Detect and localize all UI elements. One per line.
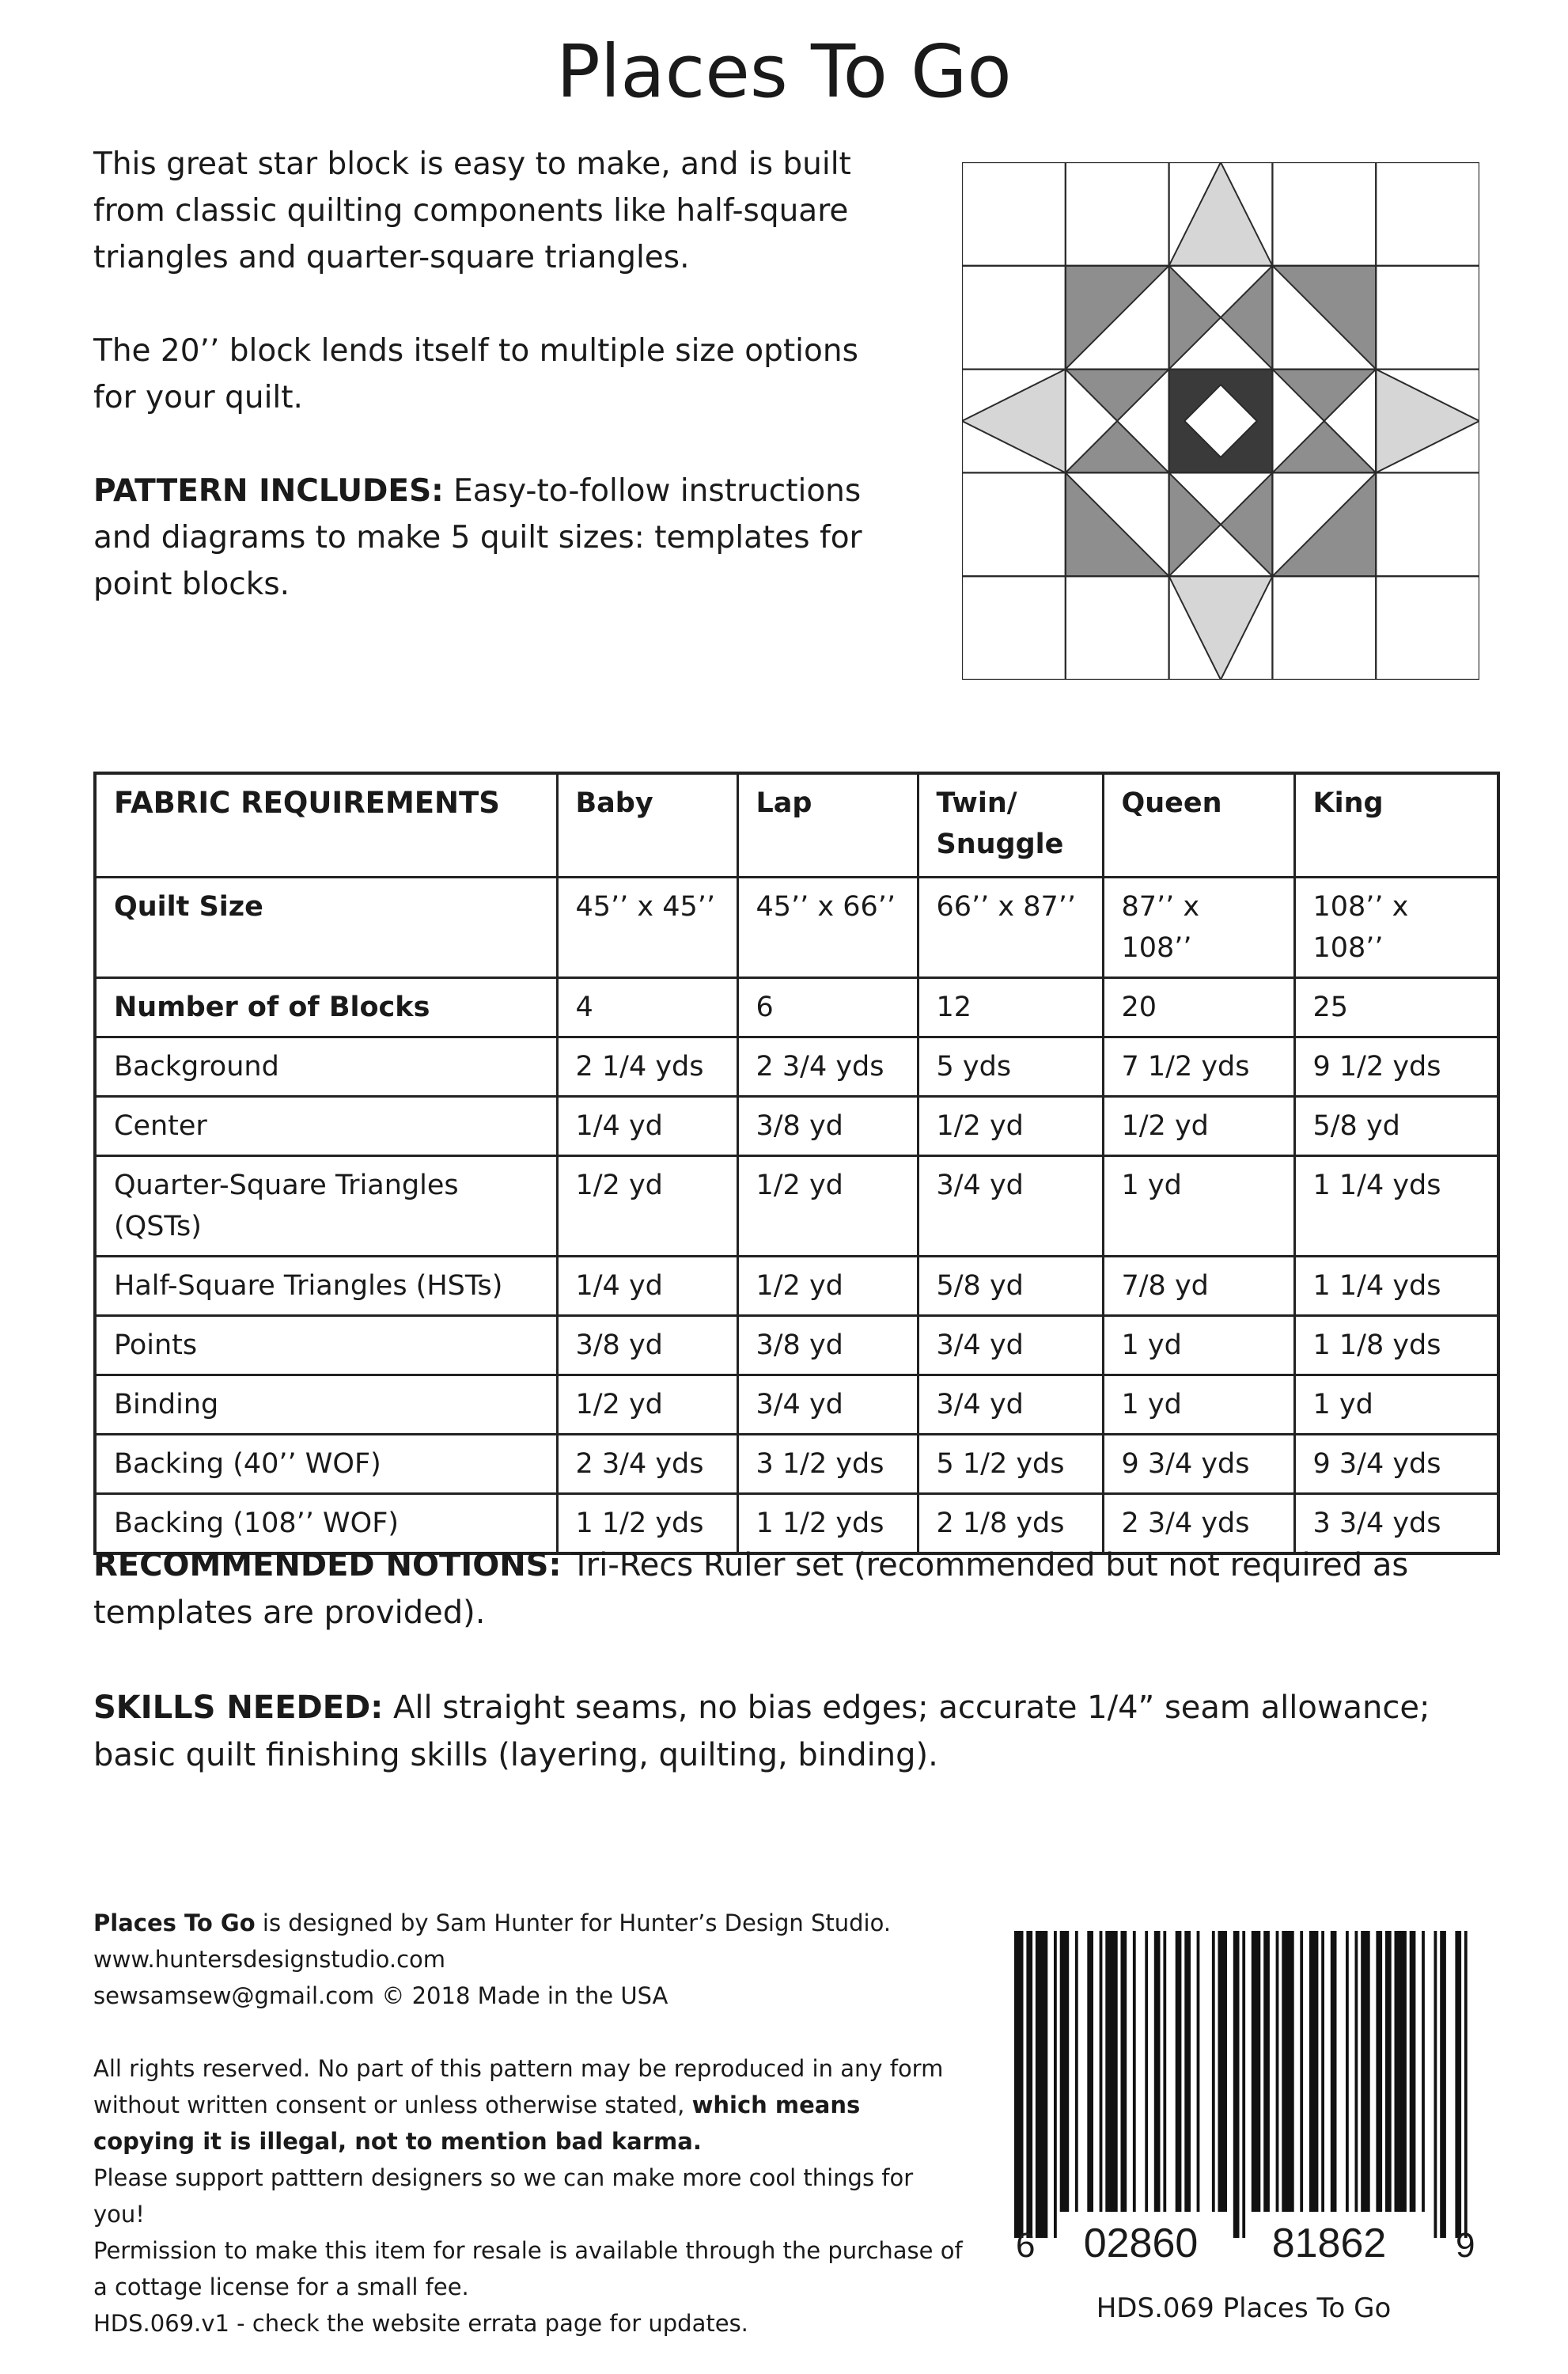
table-cell: 7 1/2 yds xyxy=(1103,1037,1294,1097)
barcode-bar xyxy=(1154,1931,1161,2212)
barcode-bar xyxy=(1263,1931,1270,2212)
table-cell: 1 1/2 yds xyxy=(557,1494,737,1554)
notions-text: Tri-Recs Ruler set (recommended but not required as templates are provided). xyxy=(93,1547,1409,1631)
row-label: Number of of Blocks xyxy=(95,978,557,1037)
barcode-bar xyxy=(1184,1931,1191,2212)
barcode-group-1: 02860 xyxy=(1083,2220,1199,2263)
barcode-bar xyxy=(1309,1931,1319,2212)
table-cell: 3/4 yd xyxy=(737,1375,918,1435)
table-cell: 4 xyxy=(557,978,737,1037)
barcode-bar xyxy=(1105,1931,1117,2212)
table-cell: 3/4 yd xyxy=(918,1156,1103,1257)
barcode xyxy=(998,1931,1489,2263)
table-cell: 3 1/2 yds xyxy=(737,1435,918,1494)
row-label: Quarter-Square Triangles (QSTs) xyxy=(95,1156,557,1257)
intro-paragraph-2: The 20’’ block lends itself to multiple size options for your quilt. xyxy=(93,333,858,415)
fabric-requirements-table xyxy=(93,772,1500,1555)
sku-label: HDS.069 Places To Go xyxy=(1096,2292,1392,2324)
table-cell: 20 xyxy=(1103,978,1294,1037)
row-label: Half-Square Triangles (HSTs) xyxy=(95,1257,557,1316)
skills-label: SKILLS NEEDED: xyxy=(93,1689,384,1726)
table-cell: 3/4 yd xyxy=(918,1375,1103,1435)
table-cell: 9 1/2 yds xyxy=(1294,1037,1498,1097)
barcode-bar xyxy=(1321,1931,1324,2212)
table-cell: 3/8 yd xyxy=(557,1316,737,1375)
table-cell: 3/8 yd xyxy=(737,1097,918,1156)
pattern-includes-label: PATTERN INCLUDES: xyxy=(93,473,444,509)
table-row xyxy=(95,978,1498,1037)
column-header: Baby xyxy=(557,773,737,878)
table-cell: 1/2 yd xyxy=(918,1097,1103,1156)
table-cell: 1 1/8 yds xyxy=(1294,1316,1498,1375)
table-cell: 1/2 yd xyxy=(557,1156,737,1257)
table-cell: 1/2 yd xyxy=(737,1257,918,1316)
table-row xyxy=(95,1156,1498,1257)
pattern-name: Places To Go xyxy=(93,1909,256,1936)
table-cell: 5 yds xyxy=(918,1037,1103,1097)
table-cell: 1/2 yd xyxy=(557,1375,737,1435)
column-header: Twin/ Snuggle xyxy=(918,773,1103,878)
barcode-bar xyxy=(1385,1931,1392,2212)
website-link[interactable]: www.huntersdesignstudio.com xyxy=(93,1946,446,1973)
barcode-bar xyxy=(1434,1931,1437,2238)
rights-text-a: All rights reserved. No part of this pattern may be reproduced in any form without written consent or unless otherwise stated, xyxy=(93,2055,944,2118)
table-cell: 5 1/2 yds xyxy=(918,1435,1103,1494)
barcode-bar xyxy=(1026,1931,1032,2238)
table-cell: 9 3/4 yds xyxy=(1103,1435,1294,1494)
table-row xyxy=(95,1375,1498,1435)
table-cell: 12 xyxy=(918,978,1103,1037)
notes xyxy=(93,1542,1486,1826)
skills-needed xyxy=(93,1684,1486,1779)
table-row xyxy=(95,878,1498,978)
barcode-bar xyxy=(1054,1931,1057,2238)
barcode-bar xyxy=(1233,1931,1240,2238)
barcode-bar xyxy=(1176,1931,1182,2212)
table-row xyxy=(95,1037,1498,1097)
pattern-includes-text: Easy-to-follow instructions and diagrams to make 5 quilt sizes: templates for point blocks. xyxy=(93,473,862,602)
skills-text: All straight seams, no bias edges; accurate 1/4” seam allowance; basic quilt finishing skills (layering, quilting, binding). xyxy=(93,1689,1430,1773)
page-title: Places To Go xyxy=(556,29,1012,114)
table-cell: 3/4 yd xyxy=(918,1316,1103,1375)
row-label: Backing (108’’ WOF) xyxy=(95,1494,557,1554)
barcode-bar xyxy=(1422,1931,1425,2212)
column-header: King xyxy=(1294,773,1498,878)
table-cell: 45’’ x 45’’ xyxy=(557,878,737,978)
intro-text xyxy=(93,141,892,654)
barcode-bar xyxy=(1036,1931,1047,2238)
barcode-left-digit: 6 xyxy=(1016,2226,1036,2263)
support-text: Please support patttern designers so we can make more cool things for you! xyxy=(93,2164,914,2228)
barcode-bar xyxy=(1121,1931,1127,2212)
table-cell: 6 xyxy=(737,978,918,1037)
barcode-bar xyxy=(1075,1931,1078,2212)
table-cell: 5/8 yd xyxy=(1294,1097,1498,1156)
credits xyxy=(93,1905,964,2342)
table-cell: 45’’ x 66’’ xyxy=(737,878,918,978)
barcode-bar xyxy=(1252,1931,1261,2212)
barcode-bar xyxy=(1276,1931,1279,2212)
table-cell: 2 1/4 yds xyxy=(557,1037,737,1097)
barcode-right-digit: 9 xyxy=(1456,2226,1475,2263)
barcode-bar xyxy=(1355,1931,1358,2212)
recommended-notions xyxy=(93,1542,1486,1636)
table-cell: 2 3/4 yds xyxy=(1103,1494,1294,1554)
barcode-bar xyxy=(1145,1931,1148,2212)
row-label: Background xyxy=(95,1037,557,1097)
table-cell: 66’’ x 87’’ xyxy=(918,878,1103,978)
barcode-bar xyxy=(1133,1931,1136,2212)
intro-paragraph-1: This great star block is easy to make, and is built from classic quilting components like half-square triangles and quarter-square triangles. xyxy=(93,146,851,275)
table-cell: 9 3/4 yds xyxy=(1294,1435,1498,1494)
table-row xyxy=(95,1097,1498,1156)
barcode-bar xyxy=(1014,1931,1024,2238)
table-cell: 1 yd xyxy=(1103,1375,1294,1435)
table-cell: 25 xyxy=(1294,978,1498,1037)
permission-text: Permission to make this item for resale is available through the purchase of a cottage license for a small fee. xyxy=(93,2237,963,2300)
row-label: Center xyxy=(95,1097,557,1156)
table-row xyxy=(95,1257,1498,1316)
table-header-row xyxy=(95,773,1498,878)
table-cell: 1/4 yd xyxy=(557,1257,737,1316)
rights-text xyxy=(93,2050,964,2160)
table-row xyxy=(95,1316,1498,1375)
barcode-bar xyxy=(1464,1931,1468,2238)
errata-text: HDS.069.v1 - check the website errata page for updates. xyxy=(93,2310,748,2337)
table-cell: 1 1/2 yds xyxy=(737,1494,918,1554)
table-cell: 108’’ x 108’’ xyxy=(1294,878,1498,978)
barcode-bar xyxy=(1060,1931,1070,2212)
barcode-bar xyxy=(1331,1931,1337,2212)
row-label: Quilt Size xyxy=(95,878,557,978)
table-header-label: FABRIC REQUIREMENTS xyxy=(95,773,557,878)
row-label: Binding xyxy=(95,1375,557,1435)
table-cell: 1 1/4 yds xyxy=(1294,1257,1498,1316)
designed-by: is designed by Sam Hunter for Hunter’s Design Studio. xyxy=(255,1909,892,1936)
barcode-bars xyxy=(1014,1931,1468,2238)
table-cell: 2 1/8 yds xyxy=(918,1494,1103,1554)
table-cell: 2 3/4 yds xyxy=(737,1037,918,1097)
table-cell: 7/8 yd xyxy=(1103,1257,1294,1316)
row-label: Backing (40’’ WOF) xyxy=(95,1435,557,1494)
barcode-bar xyxy=(1212,1931,1215,2212)
table-cell: 1/2 yd xyxy=(737,1156,918,1257)
table-cell: 1/4 yd xyxy=(557,1097,737,1156)
barcode-bar xyxy=(1440,1931,1446,2238)
table-cell: 2 3/4 yds xyxy=(557,1435,737,1494)
email-line: sewsamsew@gmail.com © 2018 Made in the USA xyxy=(93,1982,668,2009)
table-cell: 87’’ x 108’’ xyxy=(1103,878,1294,978)
column-header: Lap xyxy=(737,773,918,878)
rights-text-b: which means copying it is illegal, not to mention bad karma. xyxy=(93,2091,861,2155)
table-row xyxy=(95,1435,1498,1494)
barcode-bar xyxy=(1410,1931,1416,2212)
barcode-bar xyxy=(1163,1931,1166,2212)
designer-line xyxy=(93,1905,964,1941)
table-cell: 1 1/4 yds xyxy=(1294,1156,1498,1257)
barcode-bar xyxy=(1300,1931,1303,2212)
table-cell: 3/8 yd xyxy=(737,1316,918,1375)
pattern-includes xyxy=(93,468,892,608)
table-cell: 1 yd xyxy=(1103,1156,1294,1257)
barcode-bar xyxy=(1376,1931,1382,2212)
table-cell: 1/2 yd xyxy=(1103,1097,1294,1156)
barcode-bar xyxy=(1361,1931,1370,2212)
barcode-bar xyxy=(1455,1931,1461,2238)
barcode-bar xyxy=(1218,1931,1228,2212)
barcode-group-2: 81862 xyxy=(1271,2220,1387,2263)
barcode-bar xyxy=(1395,1931,1407,2212)
table-cell: 1 yd xyxy=(1294,1375,1498,1435)
column-header: Queen xyxy=(1103,773,1294,878)
row-label: Points xyxy=(95,1316,557,1375)
barcode-bar xyxy=(1100,1931,1103,2212)
notions-label: RECOMMENDED NOTIONS: xyxy=(93,1547,562,1583)
table-cell: 3 3/4 yds xyxy=(1294,1494,1498,1554)
table-cell: 1 yd xyxy=(1103,1316,1294,1375)
table-cell: 5/8 yd xyxy=(918,1257,1103,1316)
barcode-bar xyxy=(1346,1931,1349,2212)
barcode-bar xyxy=(1087,1931,1093,2212)
barcode-bar xyxy=(1282,1931,1293,2212)
barcode-bar xyxy=(1197,1931,1200,2212)
star-block-diagram xyxy=(962,162,1479,680)
barcode-bar xyxy=(1242,1931,1245,2238)
